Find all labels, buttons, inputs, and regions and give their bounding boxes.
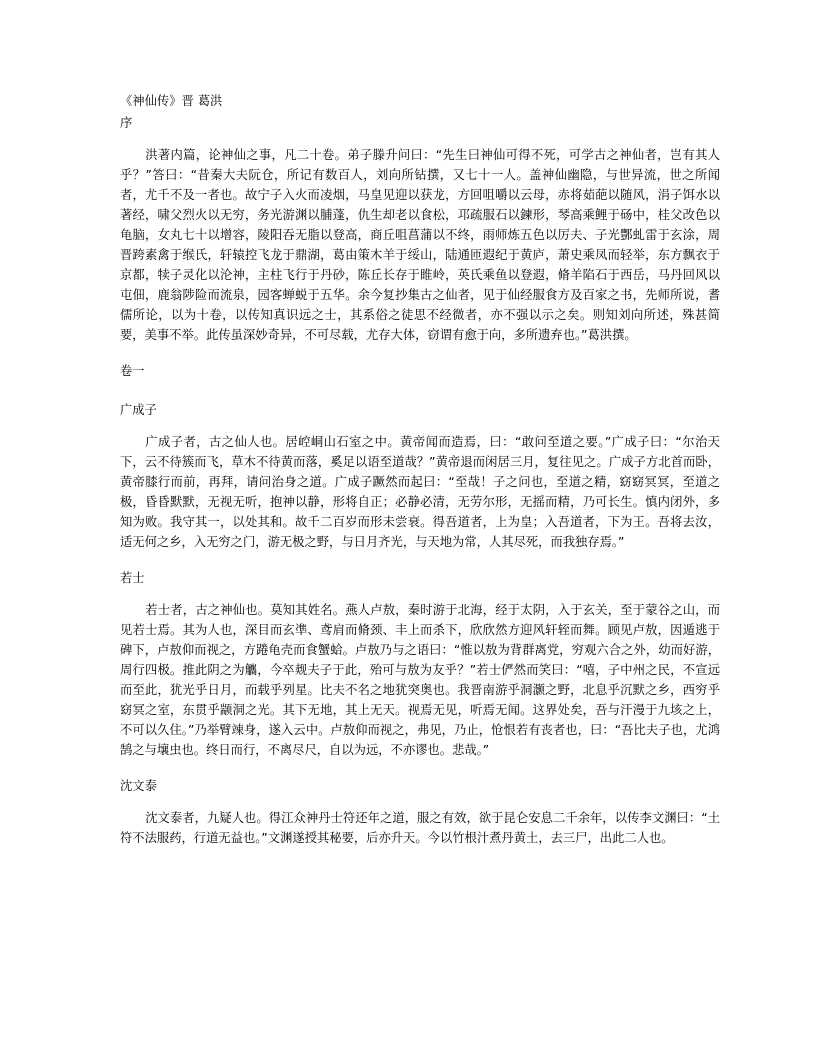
spacer (120, 423, 720, 432)
spacer (120, 591, 720, 600)
document-title: 《神仙传》晋 葛洪 (120, 94, 223, 108)
section-paragraph: 若士者，古之神仙也。莫知其姓名。燕人卢敖，秦时游于北海，经于太阴，入于玄关，至于蒙谷之山，而见若士焉。其为人也，深目而玄凖、鸢肩而脩颈、丰上而杀下，欣欣然方迎风轩轾而舞。顾见卢敖，因遁逃于碑下，卢敖仰而视之，方踡龟壳而食蟹蛤。卢敖乃与之语曰：“惟以敖为背群离党，穷观六合之外，幼而好游，周行四极。推此阴之为觿，今卒觌夫子于此，殆可与敖为友乎？”若士俨然而笑曰：“嘻，子中州之民，不宣远而至此，犹光乎日月，而载乎列星。比夫不名之地犹突奥也。我晋南游乎洞灏之野，北息乎沉默之乡，西穷乎窈冥之室，东贯乎颛洞之光。其下无地，其上无天。视焉无见，听焉无闻。这界处矣，吾与汗漫于九垓之上，不可以久住。”乃举臂竦身，遂入云中。卢敖仰而视之，弗见，乃止，怆恨若有丧者也，曰：“吾比夫子也，尤鸿鹄之与壤虫也。终日而行，不离尽尺，自以为远，不亦谬也。悲哉。” (120, 603, 720, 758)
spacer (120, 799, 720, 808)
spacer (120, 760, 720, 777)
volume-heading: 卷一 (120, 364, 145, 379)
section-paragraph: 沈文泰者，九疑人也。得江众神丹士符还年之道，服之有效，欲于昆仑安息二千余年，以传李文渊曰：“土符不法服药，行道无益也。”文渊遂授其秘要，后亦升天。今以竹根汁煮丹黄土，去三尸，出此二人也。 (120, 811, 720, 846)
section-shenwentai (120, 777, 720, 848)
spacer (120, 136, 720, 145)
spacer (120, 552, 720, 569)
preface-heading: 序 (120, 115, 133, 130)
section-heading: 沈文泰 (120, 779, 157, 794)
section-heading: 若士 (120, 571, 145, 586)
spacer (120, 384, 720, 401)
preface-paragraph: 洪著内篇，论神仙之事，凡二十卷。弟子滕升问曰：“先生曰神仙可得不死，可学古之神仙者，岂有其人乎？”答曰：“昔秦大夫阮仓，所记有数百人，刘向所钻撰，又七十一人。盖神仙幽隐，与世异流，世之所闻者，尤千不及一者也。故宁子入火而凌烟，马皇见迎以获龙，方回咀嚼以云母，赤将茹葩以随风，涓子饵水以著经，啸父烈火以无穷，务光游渊以脯蓬，仇生却老以食松，邛疏服石以鍊形，琴高乘鲤于砀中，桂父改色以龟脑，女丸七十以增容，陵阳吞无脂以登高，商丘咀菖蒲以不终，雨师炼五色以厉夫、子光酆虬雷于玄涂，周晋跨素禽于缑氏，轩辕控飞龙于鼎湖，葛由策木羊于绥山，陆通匝遐纪于黄庐，萧史乘凤而轻举，东方飘衣于京都，犊子灵化以沦神，主柱飞行于丹砂，陈丘长存于睢岭，英氏乘鱼以登遐，脩羊陷石于西岳，马丹回风以屯佃，鹿翁陟险而流泉，园客蝉蜕于五华。余今复抄集古之仙者，见于仙经服食方及百家之书，先师所说，耆儒所论，以为十卷，以传知真识远之士，其系俗之徒思不经微者，亦不强以示之矣。则知刘向所述，殊甚简要，美事不举。此传虽深妙奇异，不可尽载，尤存大体，窃谓有愈于向，多所遗弃也。”葛洪撰。 (120, 147, 720, 343)
section-heading: 广成子 (120, 403, 157, 418)
section-paragraph: 广成子者，古之仙人也。居崆峒山石室之中。黄帝闻而造焉，曰：“敢问至道之要。”广成子曰：“尔治天下，云不待簇而飞，草木不待黄而落，奚足以语至道哉？”黄帝退而闲居三月，复往见之。广成子方北首而卧，黄帝膝行而前，再拜，请问治身之道。广成子蹶然而起曰：“至哉！子之问也，至道之精，窈窈冥冥，至道之极，昏昏默默，无视无听，抱神以静，形将自正；必静必清，无劳尔形，无摇而精，乃可长生。慎内闭外，多知为败。我守其一，以处其和。故千二百岁而形未尝衰。得吾道者，上为皇；入吾道者，下为王。吾将去汝，适无何之乡，入无穷之门，游无极之野，与日月齐光，与天地为常，人其尽死，而我独存焉。” (120, 434, 720, 550)
spacer (120, 345, 720, 362)
document-body (120, 92, 720, 848)
section-ruoshi (120, 569, 720, 760)
section-guangchengzi (120, 401, 720, 552)
